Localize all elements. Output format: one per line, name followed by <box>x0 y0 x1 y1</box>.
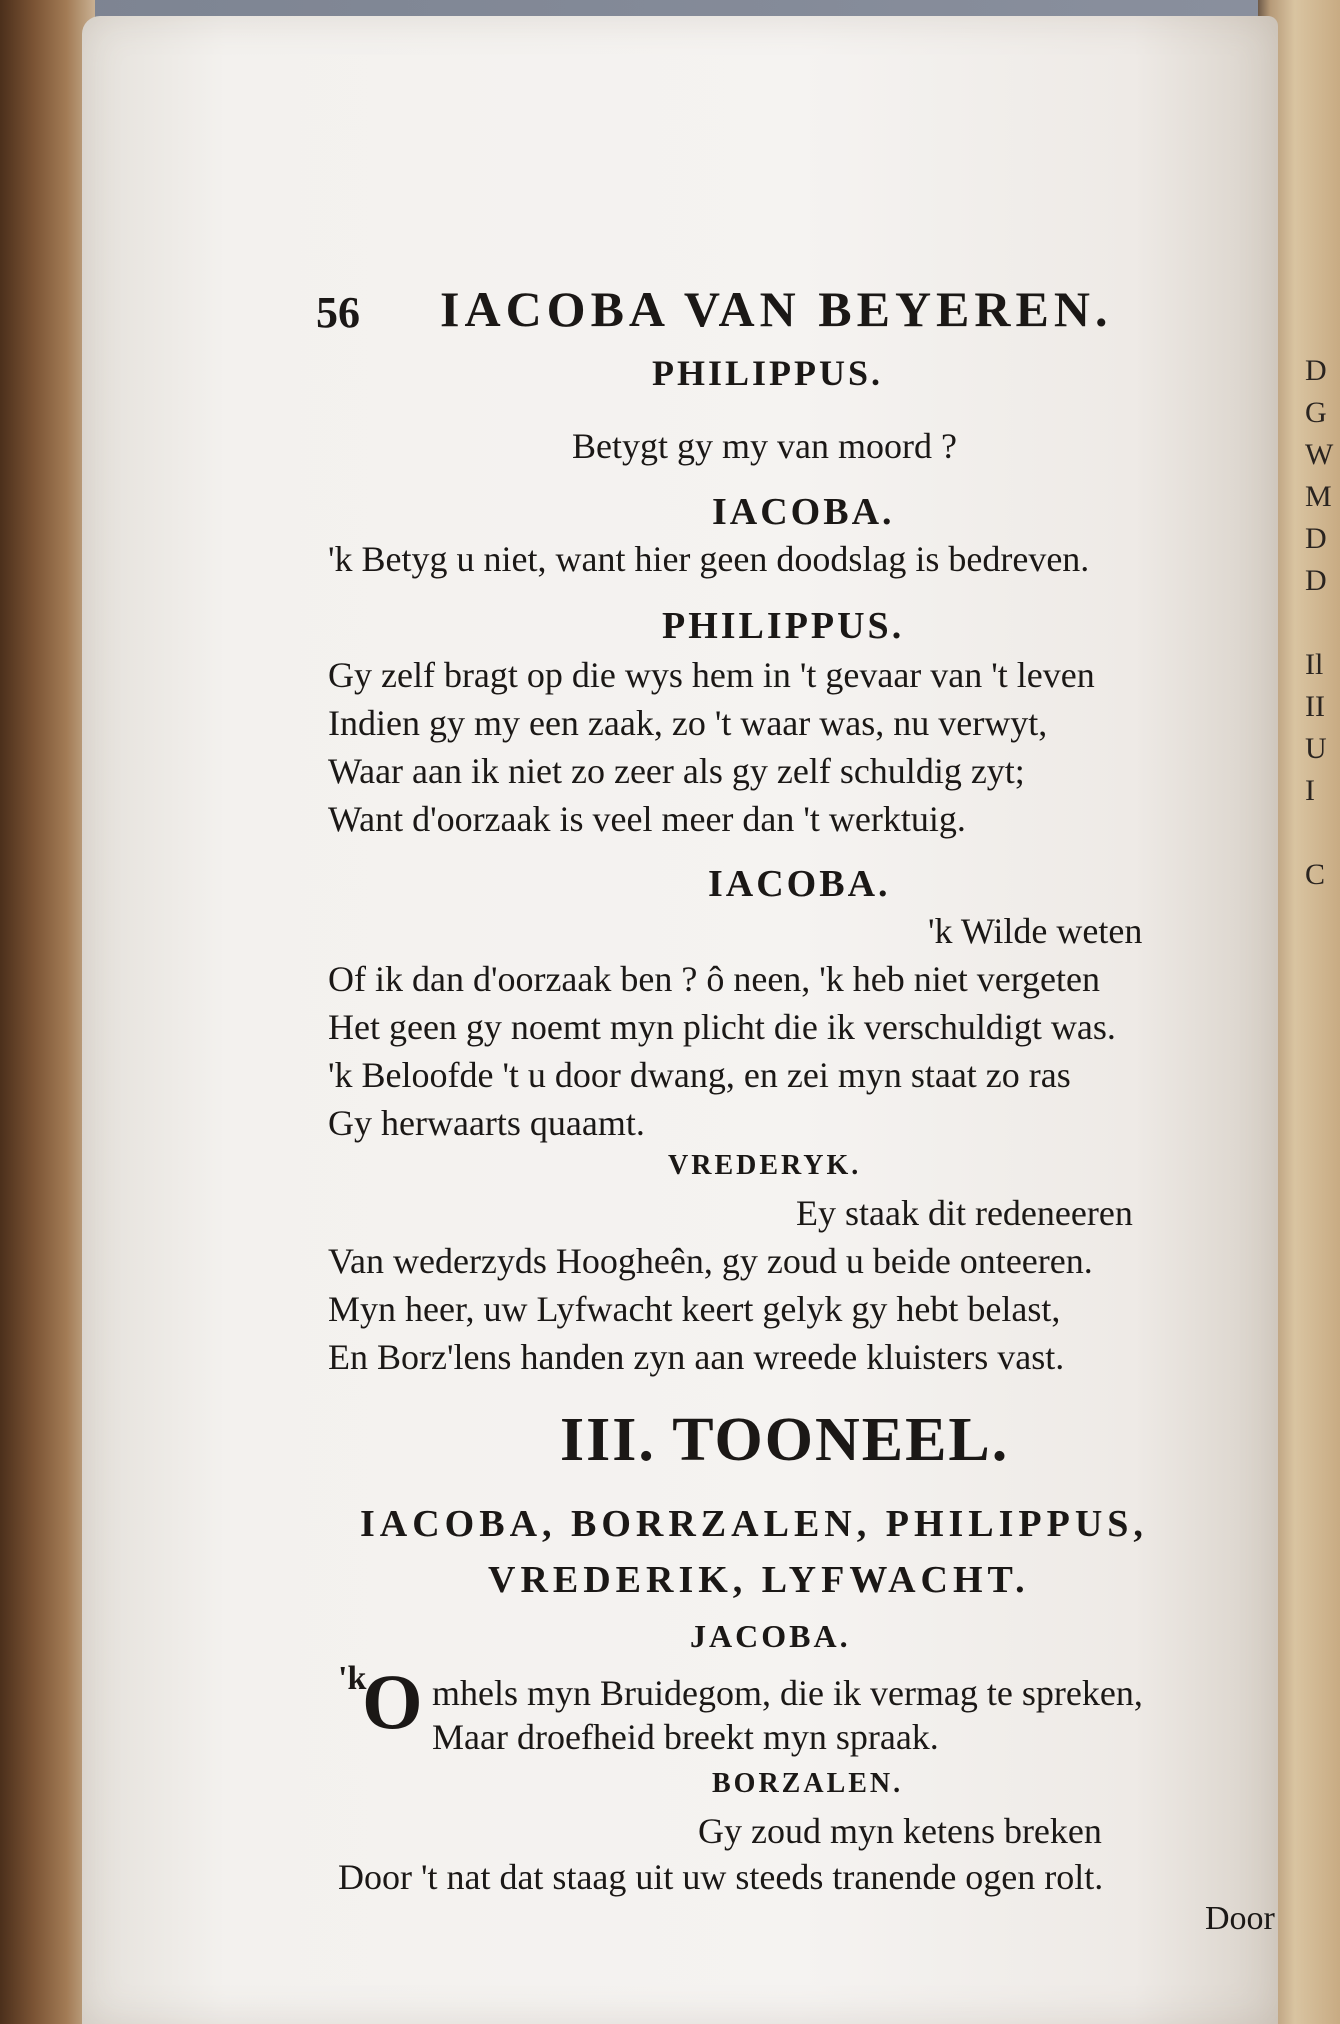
verse-line: Indien gy my een zaak, zo 't waar was, nu verwyt, <box>328 703 1048 743</box>
running-title: IACOBA VAN BEYEREN. <box>440 281 1113 337</box>
verse-line: Waar aan ik niet zo zeer als gy zelf schuldig zyt; <box>328 751 1025 791</box>
verse-prefix: 'k <box>338 1660 367 1697</box>
verse-line: Het geen gy noemt myn plicht die ik verschuldigt was. <box>328 1007 1116 1047</box>
page-number: 56 <box>316 288 360 337</box>
speaker-heading: IACOBA. <box>708 863 891 905</box>
cast-list-line: IACOBA, BORRZALEN, PHILIPPUS, <box>360 1503 1148 1545</box>
verse-line: Ey staak dit redeneeren <box>796 1193 1133 1233</box>
verse-line: 'k Beloofde 't u door dwang, en zei myn staat zo ras <box>328 1055 1071 1095</box>
verse-line: Of ik dan d'oorzaak ben ? ô neen, 'k heb niet vergeten <box>328 959 1101 999</box>
next-page-edge-text: D G W M D D Il II U I C <box>1305 354 1334 891</box>
verse-line: Gy zoud myn ketens breken <box>698 1811 1102 1851</box>
speaker-heading: JACOBA. <box>690 1618 851 1654</box>
cast-list-line: VREDERIK, LYFWACHT. <box>488 1559 1030 1601</box>
speaker-heading: BORZALEN. <box>712 1768 904 1799</box>
verse-line: Van wederzyds Hoogheên, gy zoud u beide onteeren. <box>328 1241 1093 1281</box>
verse-line: Gy zelf bragt op die wys hem in 't gevaar van 't leven <box>328 655 1095 695</box>
verse-line: 'k Wilde weten <box>928 911 1143 951</box>
speaker-heading: PHILIPPUS. <box>662 605 905 647</box>
verse-line: Betygt gy my van moord ? <box>572 426 957 466</box>
verse-line: mhels myn Bruidegom, die ik vermag te spreken, <box>432 1673 1143 1713</box>
speaker-heading: VREDERYK. <box>668 1150 862 1181</box>
verse-line: Maar droefheid breekt myn spraak. <box>432 1717 939 1757</box>
verse-line: Myn heer, uw Lyfwacht keert gelyk gy hebt belast, <box>328 1289 1061 1329</box>
speaker-heading: IACOBA. <box>712 491 895 533</box>
verse-line: 'k Betyg u niet, want hier geen doodslag is bedreven. <box>328 539 1090 579</box>
verse-line: Door 't nat dat staag uit uw steeds tranende ogen rolt. <box>338 1857 1104 1897</box>
verse-line: Want d'oorzaak is veel meer dan 't werktuig. <box>328 799 966 839</box>
scene-title: III. TOONEEL. <box>560 1406 1010 1474</box>
catchword: Door <box>1205 1900 1275 1937</box>
drop-capital: O <box>362 1658 423 1745</box>
speaker-heading: PHILIPPUS. <box>652 353 884 393</box>
verse-line: Gy herwaarts quaamt. <box>328 1103 645 1143</box>
verse-line: En Borz'lens handen zyn aan wreede kluisters vast. <box>328 1337 1065 1377</box>
